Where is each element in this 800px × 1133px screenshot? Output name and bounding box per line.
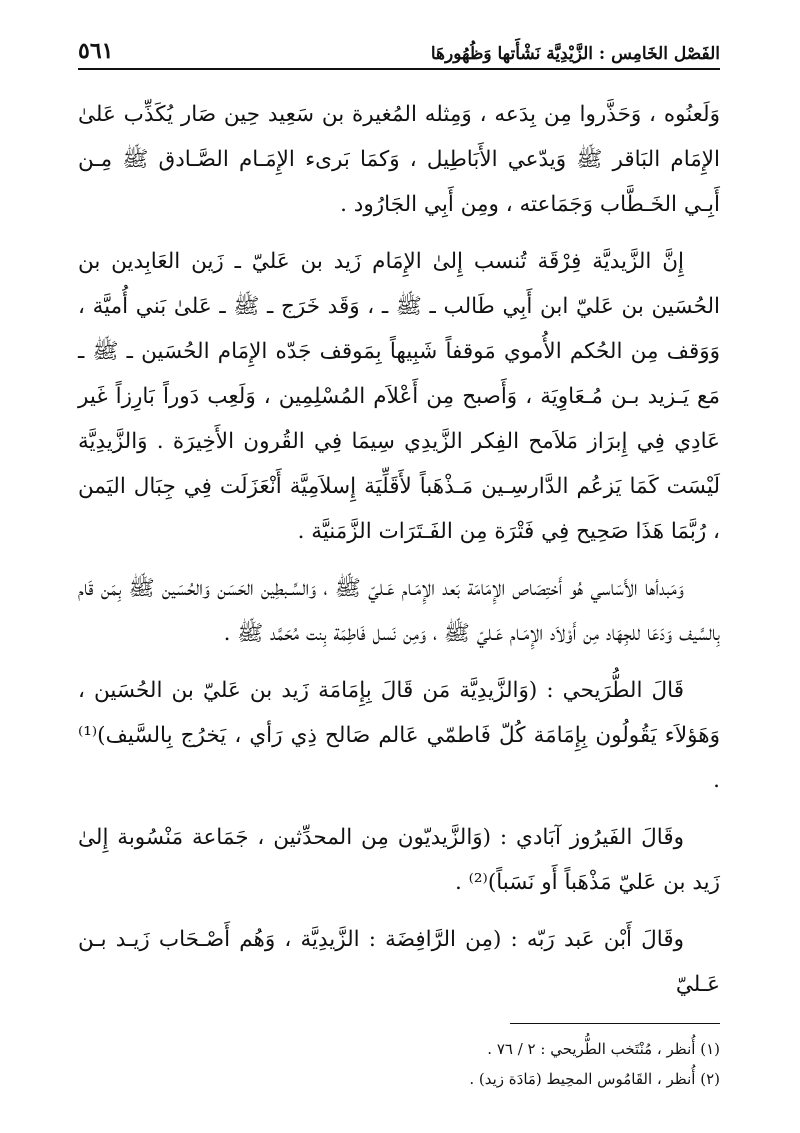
page-number: ٥٦١ xyxy=(78,38,114,64)
main-text xyxy=(78,92,720,1019)
paragraph: وقَالَ أَبْن عَبد رَبّه : (مِن الرَّافِضَة : الزَّيدِيَّة ، وَهُم أَصْـحَاب زَيـد بـن عَـليّ xyxy=(78,927,720,997)
paragraph: قَالَ الطُّرَيحي : (وَالزَّيدِيَّة مَن قَالَ بِإِمَامَة زَيد بن عَليّ بن الحُسَين ، وَهَؤلاَء يَقُولُون بِإِمَامَة كُلّ فَاطمّي عَالم صَالح ذِي رَأي ، يَخرُج بِالسَّيف)⁽¹⁾ . xyxy=(78,678,720,793)
header-rule xyxy=(78,68,720,70)
paragraph: وَلَعنُوه ، وَحَذَّروا مِن بِدَعه ، وَمِثله المُغيرة بن سَعِيد حِين صَار يُكَذِّب عَلىٰ الإِمَام البَاقر ﷺ وَيدّعي الأَبَاطِيل ، وَكمَا بَرىء الإِمَـام الصَّـادق ﷺ مِـن أَبِـي الخَـطَّاب وَجَمَاعته ، ومِن أَبِي الجَارُود . xyxy=(78,102,720,217)
footnote-rule xyxy=(510,1023,720,1024)
footnotes xyxy=(78,1034,720,1094)
paragraph: إِنَّ الزَّيديَّة فِرْقَة تُنسب إِلىٰ الإِمَام زَيد بن عَليّ ـ زَين العَابِدين بن الحُسَين بن عَليّ ابن أَبِي طَالب ـ ﷺ ـ ، وَقَد خَرَج ـ ﷺ ـ عَلىٰ بَني أُميَّة ، وَوَقف مِن الحُكم الأُموي مَوقفاً شَبِيهاً بِمَوقف جَدّه الإِمَام الحُسَين ـ ﷺ ـ مَع يَـزيد بـن مُـعَاوِيَة ، وَأَصبح مِن أَعْلاَم المُسْلِمِين ، وَلَعِب دَوراً بَارِزاً غَير عَادِي فِي إِبرَاز مَلاَمح الفِكر الزَّيدِي سِيمَا فِي القُرون الأَخِيرَة . وَالزَّيدِيَّة لَيْسَت كَمَا يَزعُم الدَّارسِـين مَـذْهَباً لأَقَلِّيَة إِسلاَمِيَّة أَنْعَزَلَت فِي جِبَال اليَمن ، رُبَّمَا هَذَا صَحِيح فِي فَتْرَة مِن الفَـتَرَات الزَّمَنيَّة . xyxy=(78,249,720,544)
running-head: الفَصْل الخَامِس : الزَّيْدِيَّة نَشْأَتها وَظُهُورهَا xyxy=(430,44,720,64)
page-header xyxy=(78,28,720,68)
paragraph: وقَالَ الفَيرُوز آبَادي : (وَالزَّيديّون مِن المحدِّثين ، جَمَاعة مَنْسُوبة إِلىٰ زَيد بن عَليّ مَذْهَباً أَو نَسَباً)⁽²⁾ . xyxy=(78,825,720,895)
footnote-1: (١) أُنظر ، مُنْتَخب الطُّريحي : ٢ / ٧٦ . xyxy=(487,1040,720,1058)
paragraph: وَمَبدأها الأَسَاسي هُو أَختِصَاص الإِمَامَة بَعد الإِمَـام عَـليّ ﷺ ، وَالسِّـبطِين الحَسَن وَالحُسَين ﷺ بِمَن قَام بِالسَّيف وَدَعَا للجِهَاد مِن أَوْلاَد الإِمَـام عَـليّ ﷺ ، وَمِن نَسل فَاطِمَة بِنت مُحَمَّد ﷺ . xyxy=(78,576,720,646)
footnote-2: (٢) أُنظر ، القَامُوس المحِيط (مَادَة زيد) . xyxy=(469,1070,720,1088)
